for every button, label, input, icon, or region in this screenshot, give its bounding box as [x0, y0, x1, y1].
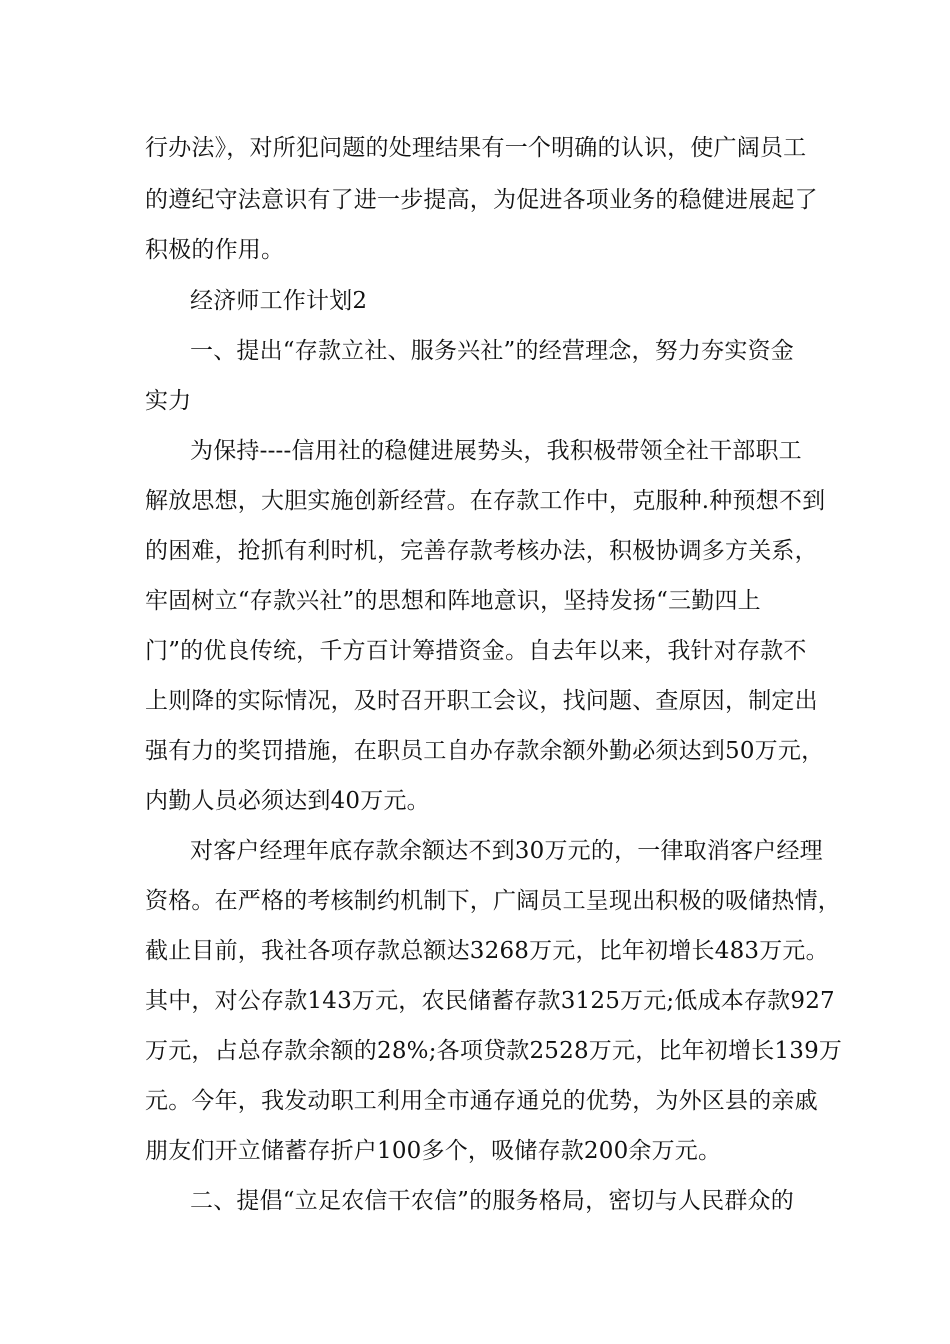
paragraph-line: 实力 — [145, 388, 192, 414]
paragraph-line: 积极的作用。 — [145, 237, 285, 263]
paragraph-line: 万元，占总存款余额的28%;各项贷款2528万元，比年初增长139万 — [145, 1038, 843, 1064]
paragraph-line: 强有力的奖罚措施，在职员工自办存款余额外勤必须达到50万元， — [145, 738, 825, 764]
paragraph-line: 一、提出“存款立社、服务兴社”的经营理念，努力夯实资金 — [190, 338, 794, 364]
paragraph-line: 的遵纪守法意识有了进一步提高，为促进各项业务的稳健进展起了 — [145, 187, 818, 213]
paragraph-line: 资格。在严格的考核制约机制下，广阔员工呈现出积极的吸储热情， — [145, 888, 841, 914]
paragraph-line: 的困难，抢抓有利时机，完善存款考核办法，积极协调多方关系， — [145, 538, 818, 564]
paragraph-line: 朋友们开立储蓄存折户100多个，吸储存款200余万元。 — [145, 1138, 722, 1164]
paragraph-line: 内勤人员必须达到40万元。 — [145, 788, 430, 814]
paragraph-line: 解放思想，大胆实施创新经营。在存款工作中，克服种.种预想不到 — [145, 488, 826, 514]
paragraph-line: 元。今年，我发动职工利用全市通存通兑的优势，为外区县的亲戚 — [145, 1088, 818, 1114]
section-heading: 经济师工作计划2 — [190, 288, 368, 314]
paragraph-line: 其中，对公存款143万元，农民储蓄存款3125万元;低成本存款927 — [145, 988, 835, 1014]
paragraph-line: 行办法》，对所犯问题的处理结果有一个明确的认识，使广阔员工 — [145, 135, 807, 161]
paragraph-line: 为保持----信用社的稳健进展势头，我积极带领全社干部职工 — [190, 438, 802, 464]
paragraph-line: 牢固树立“存款兴社”的思想和阵地意识，坚持发扬“三勤四上 — [145, 588, 761, 614]
paragraph-line: 门”的优良传统，千方百计筹措资金。自去年以来，我针对存款不 — [145, 638, 807, 664]
paragraph-line: 上则降的实际情况，及时召开职工会议，找问题、查原因，制定出 — [145, 688, 818, 714]
paragraph-line: 二、提倡“立足农信干农信”的服务格局，密切与人民群众的 — [190, 1188, 794, 1214]
paragraph-line: 对客户经理年底存款余额达不到30万元的，一律取消客户经理 — [190, 838, 823, 864]
paragraph-line: 截止目前，我社各项存款总额达3268万元，比年初增长483万元。 — [145, 938, 829, 964]
